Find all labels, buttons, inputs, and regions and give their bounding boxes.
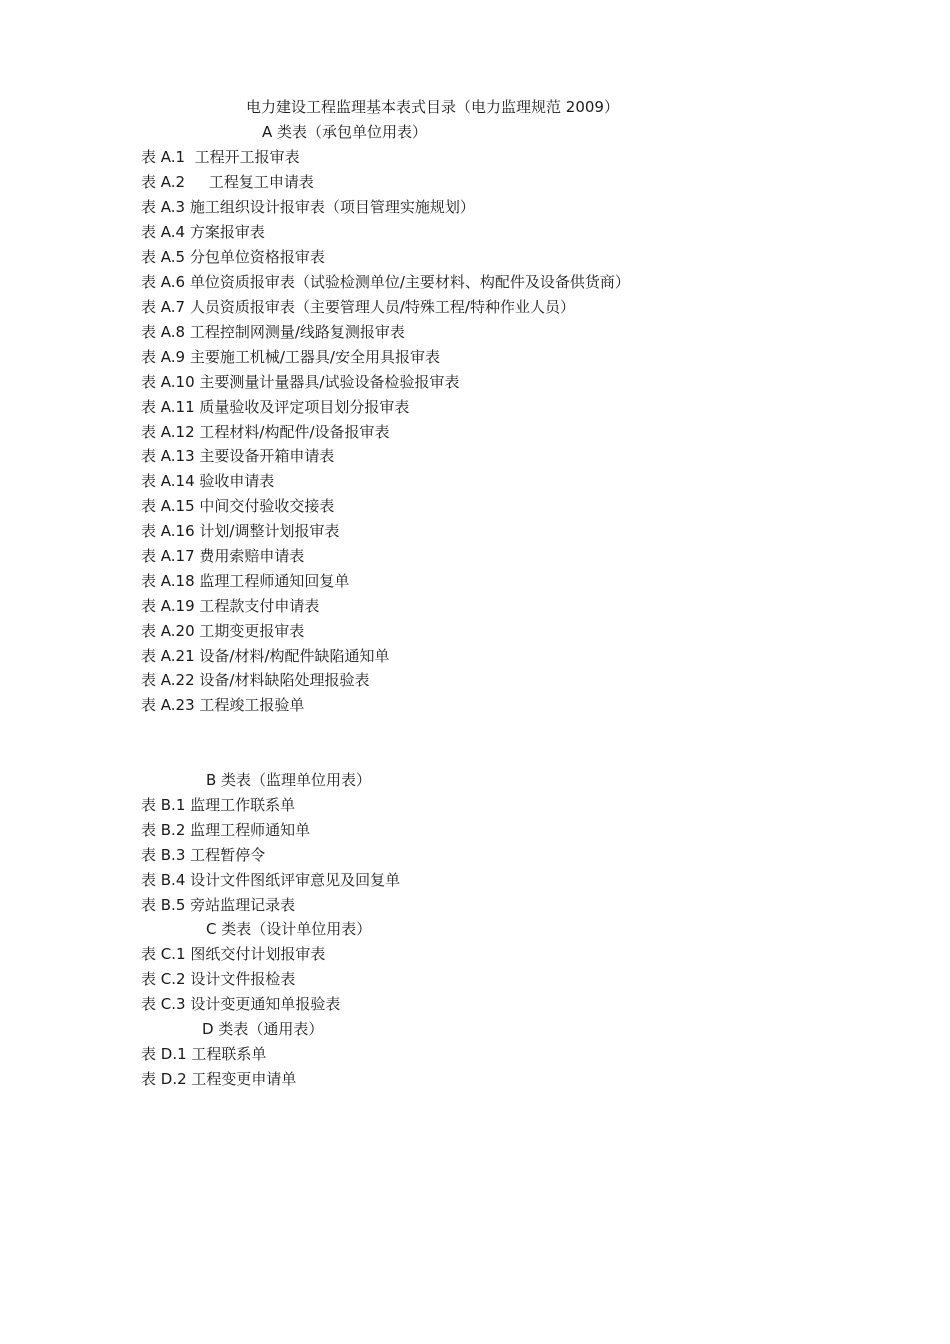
list-item: 表 A.8 工程控制网测量/线路复测报审表 — [141, 323, 405, 341]
list-item: 表 A.3 施工组织设计报审表（项目管理实施规划） — [141, 198, 475, 216]
list-item: 表 A.20 工期变更报审表 — [141, 622, 305, 640]
list-item: 表 A.10 主要测量计量器具/试验设备检验报审表 — [141, 373, 460, 391]
list-item: 表 D.2 工程变更申请单 — [141, 1070, 297, 1088]
list-item: 表 A.7 人员资质报审表（主要管理人员/特殊工程/特种作业人员） — [141, 298, 575, 316]
list-item: 表 B.4 设计文件图纸评审意见及回复单 — [141, 871, 401, 889]
list-item: 表 A.14 验收申请表 — [141, 472, 275, 490]
list-item: 表 A.6 单位资质报审表（试验检测单位/主要材料、构配件及设备供货商） — [141, 273, 630, 291]
list-item: 表 A.9 主要施工机械/工器具/安全用具报审表 — [141, 348, 440, 366]
document-title: 电力建设工程监理基本表式目录（电力监理规范 2009） — [246, 98, 619, 116]
section-heading-a: A 类表（承包单位用表） — [262, 123, 428, 141]
section-heading-c: C 类表（设计单位用表） — [206, 920, 372, 938]
list-item: 表 A.22 设备/材料缺陷处理报验表 — [141, 671, 370, 689]
list-item: 表 A.21 设备/材料/构配件缺陷通知单 — [141, 647, 390, 665]
section-heading-d: D 类表（通用表） — [202, 1020, 324, 1038]
list-item: 表 A.19 工程款支付申请表 — [141, 597, 320, 615]
list-item: 表 A.16 计划/调整计划报审表 — [141, 522, 340, 540]
list-item: 表 A.11 质量验收及评定项目划分报审表 — [141, 398, 410, 416]
list-item: 表 D.1 工程联系单 — [141, 1045, 267, 1063]
list-item: 表 C.1 图纸交付计划报审表 — [141, 945, 326, 963]
list-item: 表 C.3 设计变更通知单报验表 — [141, 995, 341, 1013]
list-item: 表 A.5 分包单位资格报审表 — [141, 248, 325, 266]
list-item: 表 B.3 工程暂停令 — [141, 846, 266, 864]
list-item: 表 A.4 方案报审表 — [141, 223, 265, 241]
list-item: 表 A.13 主要设备开箱申请表 — [141, 447, 335, 465]
list-item: 表 A.2 工程复工申请表 — [141, 173, 314, 191]
list-item: 表 A.15 中间交付验收交接表 — [141, 497, 335, 515]
list-item: 表 B.1 监理工作联系单 — [141, 796, 296, 814]
section-heading-b: B 类表（监理单位用表） — [206, 771, 372, 789]
list-item: 表 B.5 旁站监理记录表 — [141, 896, 296, 914]
list-item: 表 B.2 监理工程师通知单 — [141, 821, 311, 839]
list-item: 表 A.18 监理工程师通知回复单 — [141, 572, 350, 590]
list-item: 表 A.12 工程材料/构配件/设备报审表 — [141, 423, 390, 441]
list-item: 表 A.23 工程竣工报验单 — [141, 696, 305, 714]
list-item: 表 C.2 设计文件报检表 — [141, 970, 296, 988]
list-item: 表 A.17 费用索赔申请表 — [141, 547, 305, 565]
list-item: 表 A.1 工程开工报审表 — [141, 148, 300, 166]
